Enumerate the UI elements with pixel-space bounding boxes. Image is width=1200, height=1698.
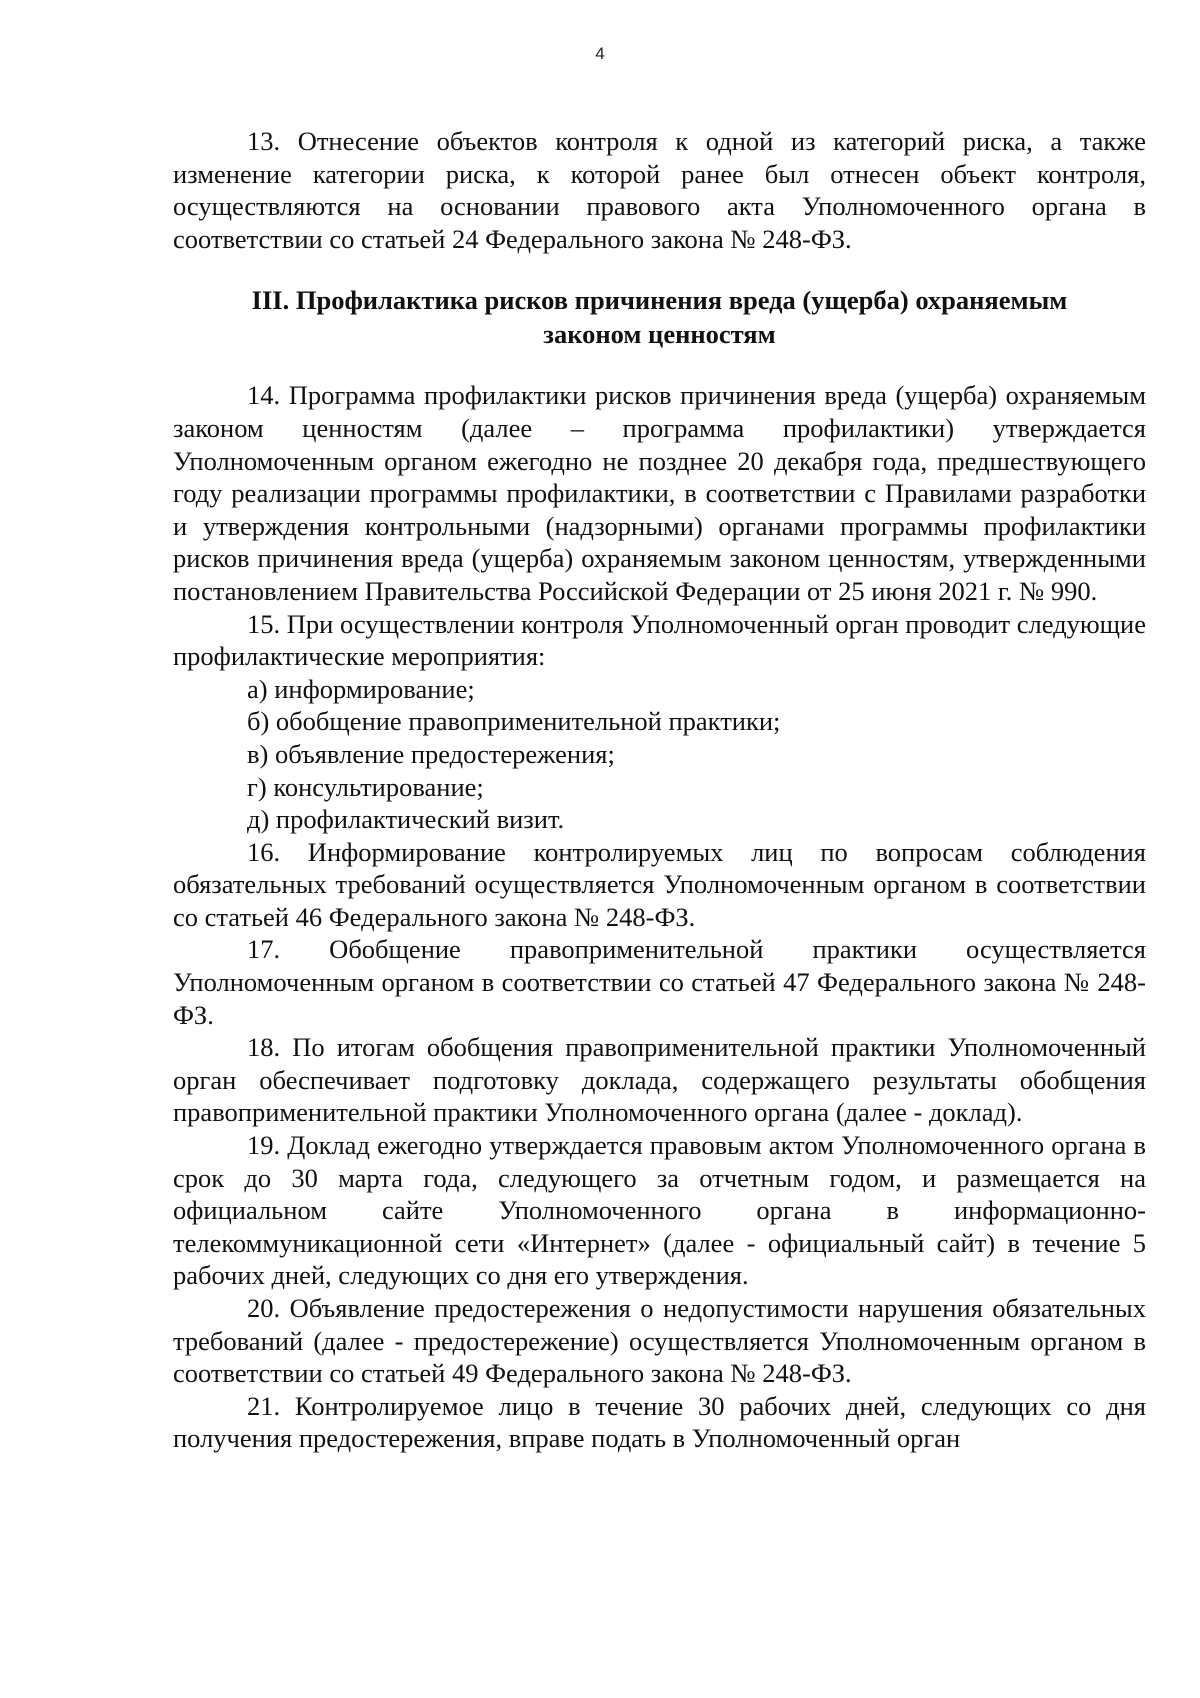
paragraph-19: 19. Доклад ежегодно утверждается правовым актом Уполномоченного органа в срок до 30 марта года, следующего за отчетным годом, и размещается на официальном сайте Уполномоченного органа в информационно-телекоммуникационной сети «Интернет» (далее - официальный сайт) в течение 5 рабочих дней, следующих со дня его утверждения. [173, 1130, 1146, 1291]
section-heading-line-1: III. Профилактика рисков причинения вреда (ущерба) охраняемым [251, 285, 1068, 316]
list-item-v: в) объявление предостережения; [247, 738, 615, 769]
document-body [173, 125, 1146, 1455]
paragraph-21: 21. Контролируемое лицо в течение 30 рабочих дней, следующих со дня получения предостережения, вправе подать в Уполномоченный орган [173, 1390, 1146, 1454]
paragraph-16: 16. Информирование контролируемых лиц по вопросам соблюдения обязательных требований осуществляется Уполномоченным органом в соответствии со статьей 46 Федерального закона № 248-ФЗ. [173, 836, 1146, 932]
paragraph-13: 13. Отнесение объектов контроля к одной из категорий риска, а также изменение категории риска, к которой ранее был отнесен объект контроля, осуществляются на основании правового акта Уполномоченного органа в соответствии со статьей 24 Федерального закона № 248-ФЗ. [173, 126, 1146, 254]
list-item-g: г) консультирование; [247, 771, 484, 802]
list-item-a: а) информирование; [247, 673, 475, 704]
paragraph-15: 15. При осуществлении контроля Уполномоченный орган проводит следующие профилактические мероприятия: [173, 608, 1146, 672]
paragraph-17: 17. Обобщение правоприменительной практики осуществляется Уполномоченным органом в соответствии со статьей 47 Федерального закона № 248-ФЗ. [173, 934, 1146, 1030]
section-heading [173, 283, 1146, 351]
paragraph-14: 14. Программа профилактики рисков причинения вреда (ущерба) охраняемым законом ценностям (далее – программа профилактики) утверждается Уполномоченным органом ежегодно не позднее 20 декабря года, предшествующего году реализации программы профилактики, в соответствии с Правилами разработки и утверждения контрольными (надзорными) органами программы профилактики рисков причинения вреда (ущерба) охраняемым законом ценностям, утвержденными постановлением Правительства Российской Федерации от 25 июня 2021 г. № 990. [173, 380, 1146, 606]
list-item-b: б) обобщение правоприменительной практики; [247, 706, 781, 737]
list-item-d: д) профилактический визит. [247, 804, 565, 835]
page-number: 4 [595, 44, 605, 63]
section-heading-line-2: законом ценностям [543, 319, 776, 350]
paragraph-20: 20. Объявление предостережения о недопустимости нарушения обязательных требований (далее - предостережение) осуществляется Уполномоченным органом в соответствии со статьей 49 Федерального закона № 248-ФЗ. [173, 1293, 1146, 1389]
paragraph-18: 18. По итогам обобщения правоприменительной практики Уполномоченный орган обеспечивает подготовку доклада, содержащего результаты обобщения правоприменительной практики Уполномоченного органа (далее - доклад). [173, 1032, 1146, 1128]
